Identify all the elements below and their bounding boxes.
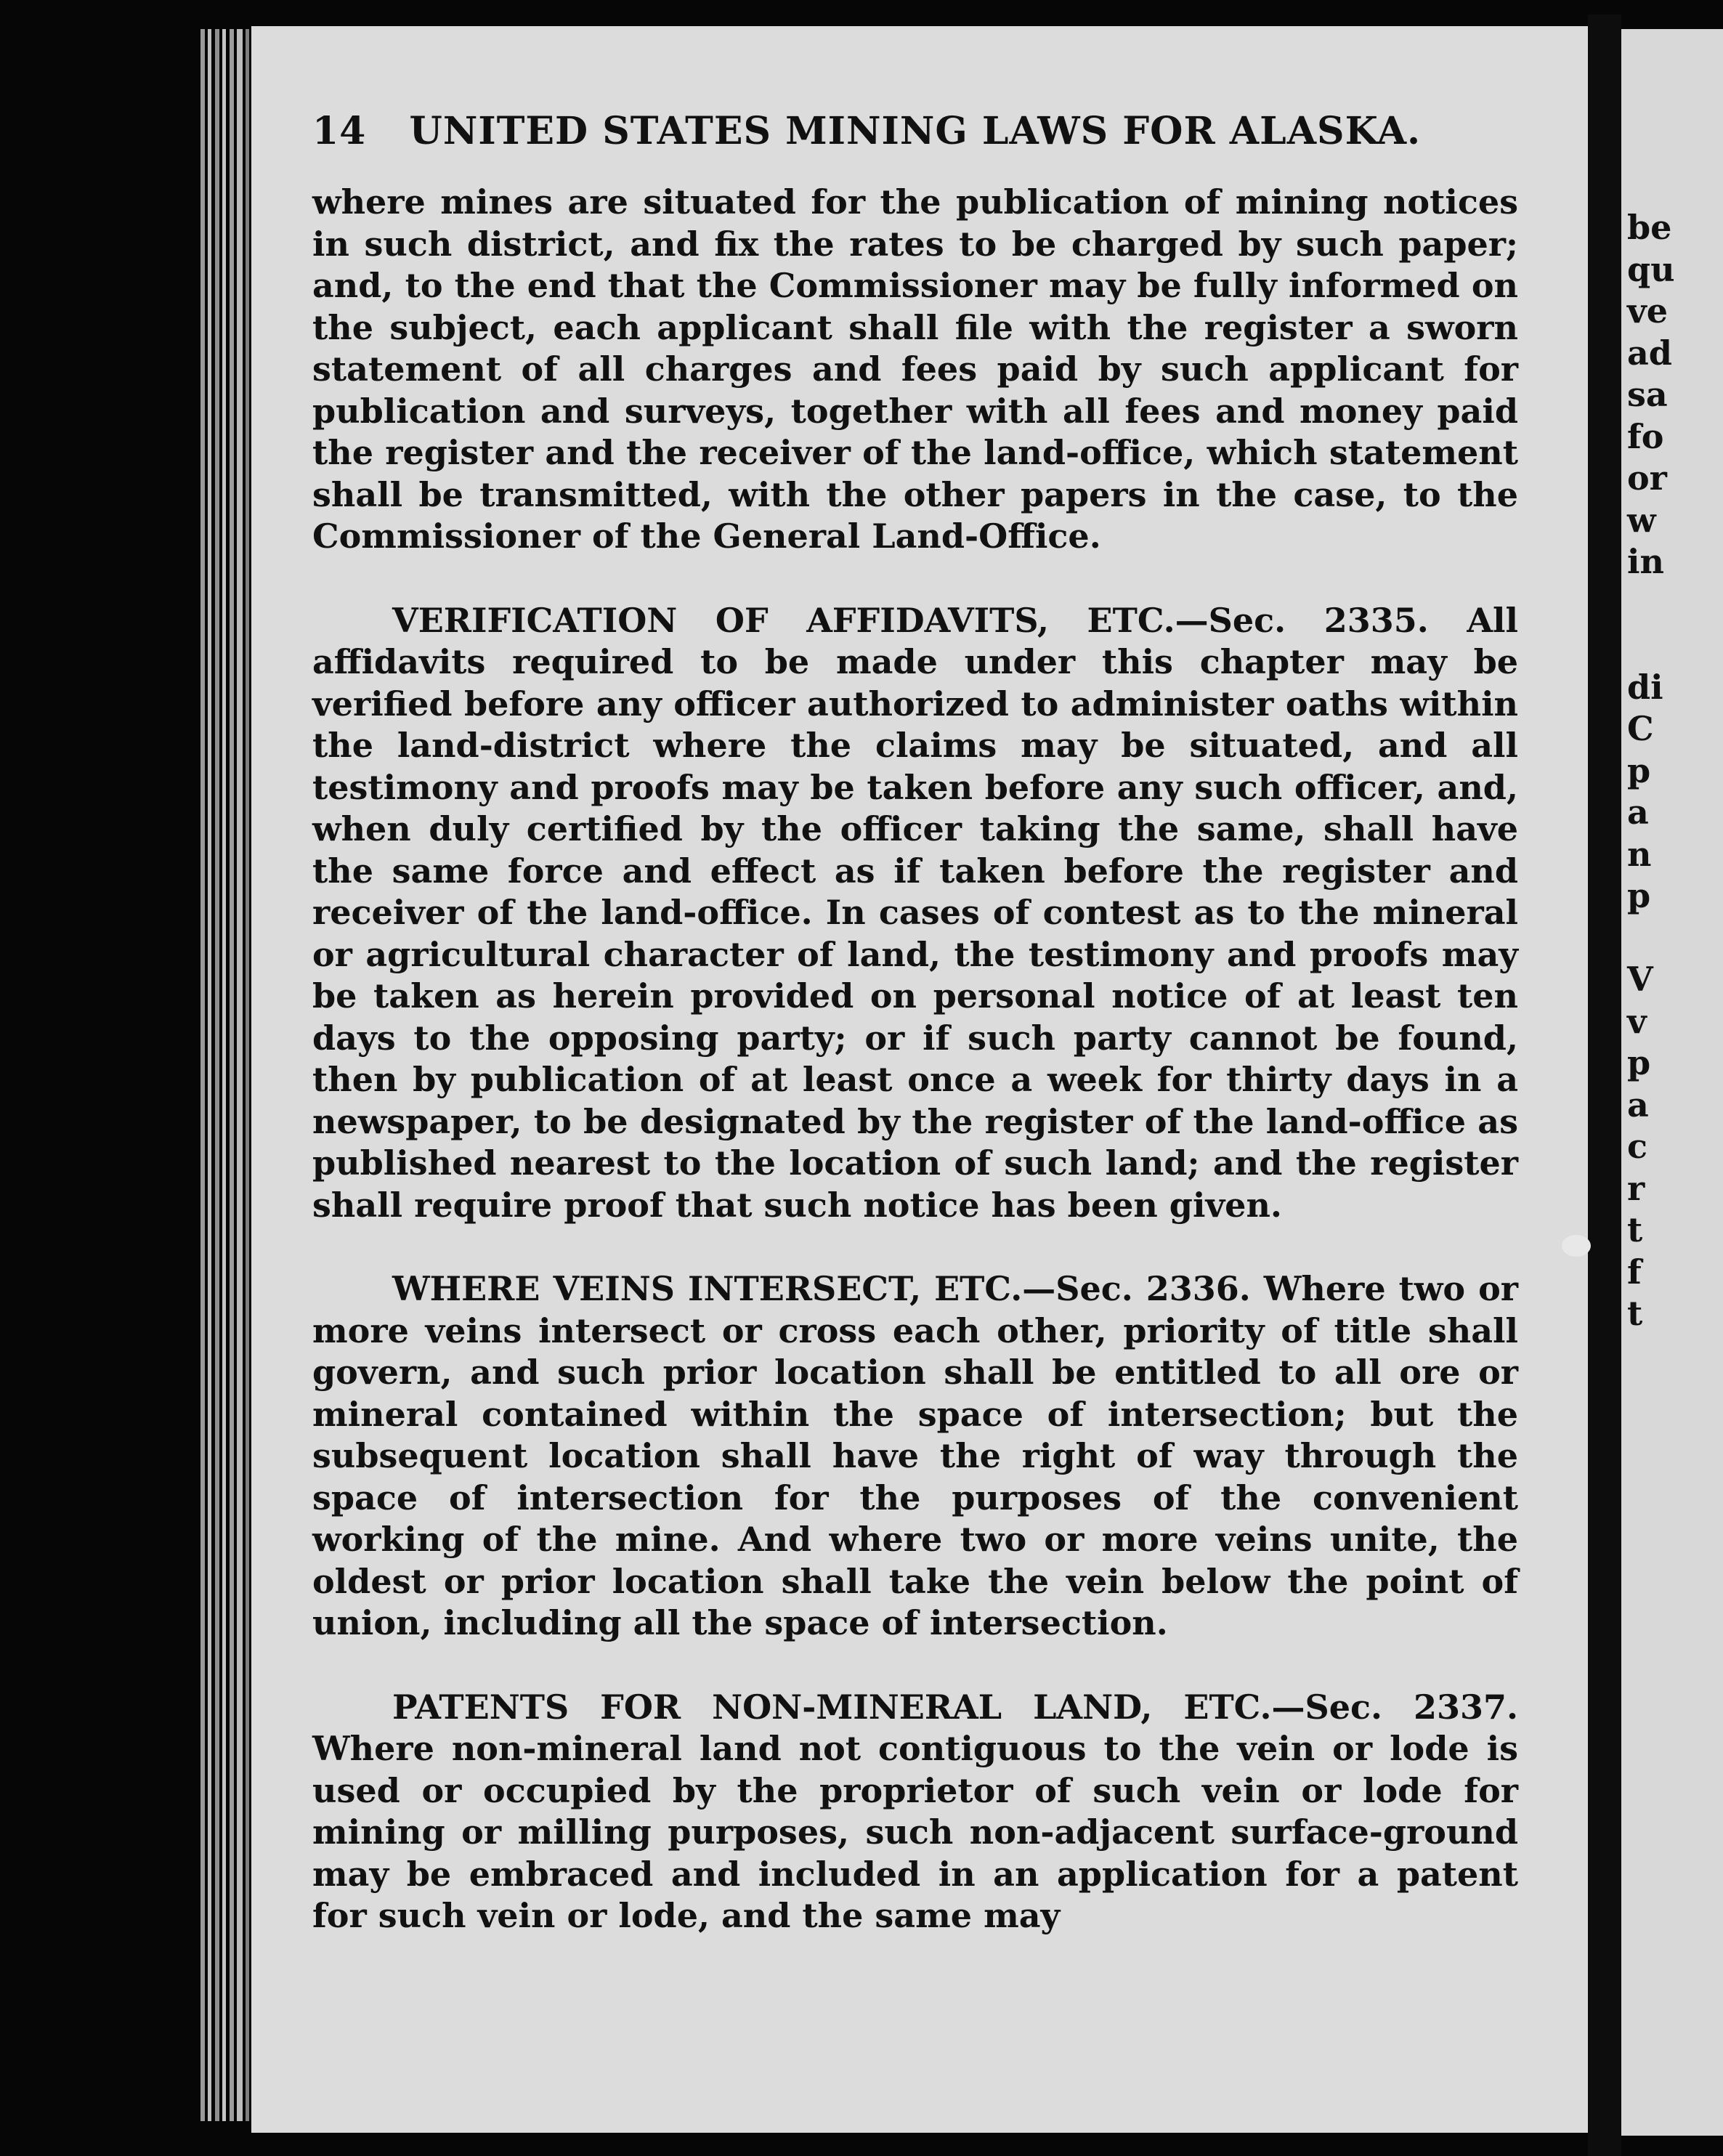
facing-page-fragment: C [1627,709,1654,748]
facing-page-fragment: w [1627,500,1656,540]
facing-page-fragment: be [1627,208,1672,247]
facing-page-fragment: di [1627,667,1663,707]
page-edge [222,29,226,2121]
facing-page-fragment: in [1627,542,1664,581]
page-edge [200,29,205,2121]
facing-page-fragment: p [1627,750,1651,790]
page-body [312,182,1518,1979]
page-edge [230,29,234,2121]
facing-page-fragment: f [1627,1252,1642,1292]
facing-page-fragment: fo [1627,416,1664,456]
page-edge [208,29,211,2121]
facing-page-fragment: a [1627,793,1649,832]
facing-page-fragment: n [1627,834,1652,874]
paragraph-sec-2336: WHERE VEINS INTERSECT, ETC.—Sec. 2336. Where two or more veins intersect or cross each other, priority of title shall govern, and such prior location shall be entitled to all ore or mineral contained within the space of intersection; but the subsequent location shall have the right of way through the space of intersection for the purposes of the convenient working of the mine. And where two or more veins unite, the oldest or prior location shall take the vein below the point of union, including all the space of intersection. [312,1269,1518,1642]
facing-page-fragment: p [1627,876,1651,915]
page-edge [246,29,249,2121]
facing-page-fragment: V [1627,960,1653,999]
facing-page-fragment: ve [1627,291,1668,331]
paragraph-sec-2337: PATENTS FOR NON-MINERAL LAND, ETC.—Sec. 2337. Where non-mineral land not contiguous to the vein or lode is used or occupied by the proprietor of such vein or lode for mining or milling purposes, such non-adjacent surface-ground may be embraced and included in an application for a patent for such vein or lode, and the same may [312,1687,1518,1935]
book-gutter [1588,15,1621,2156]
facing-page-fragment: p [1627,1043,1651,1082]
facing-page-fragment: sa [1627,375,1668,414]
page-edge [215,29,219,2121]
running-header [312,109,1533,153]
facing-page-fragment: ad [1627,333,1672,373]
facing-page-fragment: t [1627,1210,1643,1249]
facing-page-fragment: v [1627,1001,1647,1041]
page-edge [237,29,243,2121]
scan-dust [1562,1235,1591,1257]
running-title: UNITED STATES MINING LAWS FOR ALASKA. [409,109,1422,153]
paragraph-continuation: where mines are situated for the publication of mining notices in such district, and fix the rates to be charged by such paper; and, to the end that the Commissioner may be fully informed on the subject, each applicant shall file with the register a sworn statement of all charges and fees paid by such applicant for publication and surveys, together with all fees and money paid the register and the receiver of the land-office, which statement shall be transmitted, with the other papers in the case, to the Commissioner of the General Land-Office. [312,182,1518,556]
facing-page-fragment: qu [1627,249,1675,289]
facing-page-fragment: or [1627,458,1667,498]
facing-page-fragment: c [1627,1127,1648,1166]
page-number: 14 [312,109,367,153]
paragraph-sec-2335: VERIFICATION OF AFFIDAVITS, ETC.—Sec. 2335. All affidavits required to be made under this chapter may be verified before any officer authorized to administer oaths within the land-district where the claims may be situated, and all testimony and proofs may be taken before any such officer, and, when duly certified by the officer taking the same, shall have the same force and effect as if taken before the register and receiver of the land-office. In cases of contest as to the mineral or agricultural character of land, the testimony and proofs may be taken as herein provided on personal notice of at least ten days to the opposing party; or if such party cannot be found, then by publication of at least once a week for thirty days in a newspaper, to be designated by the register of the land-office as published nearest to the location of such land; and the register shall require proof that such notice has been given. [312,600,1518,1225]
facing-page-fragment: r [1627,1168,1645,1208]
facing-page-fragment: a [1627,1085,1649,1124]
facing-page-fragment: t [1627,1294,1643,1333]
